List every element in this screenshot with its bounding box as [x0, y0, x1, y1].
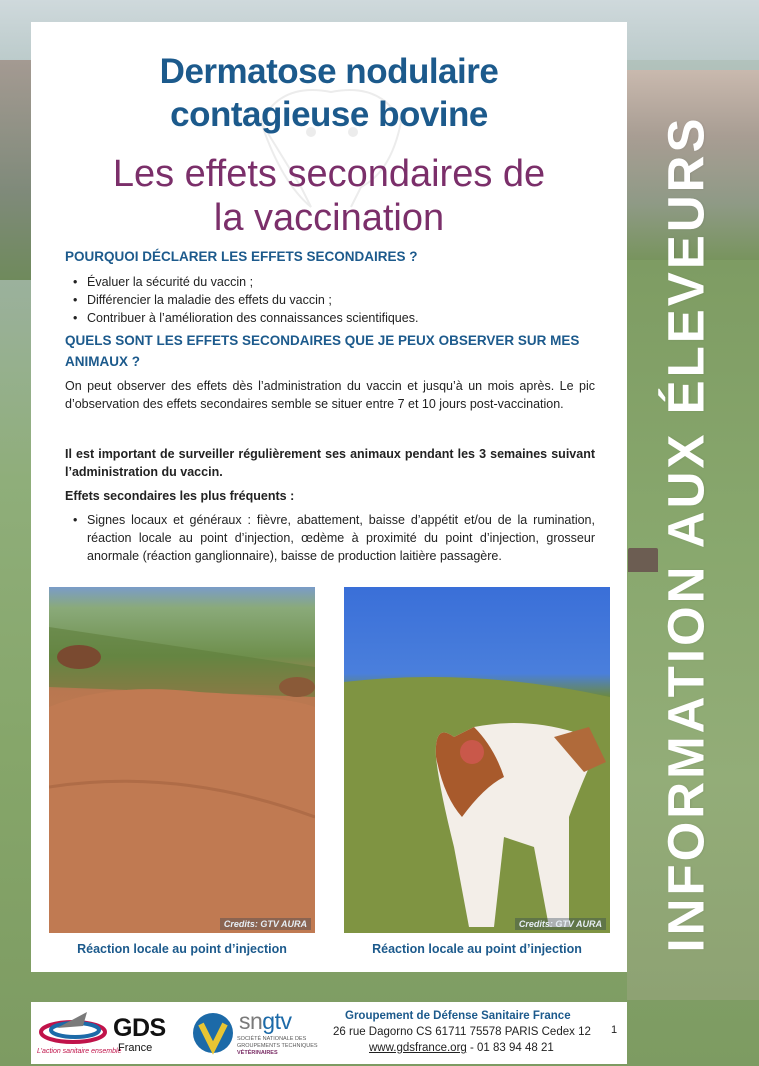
page-subtitle: [31, 152, 627, 240]
list-item: • Évaluer la sécurité du vaccin ;: [71, 273, 595, 291]
gds-tagline: L’action sanitaire ensemble: [37, 1048, 122, 1055]
section1-heading: POURQUOI DÉCLARER LES EFFETS SECONDAIRES ?: [65, 249, 418, 264]
section2-list: [71, 511, 595, 565]
photo-credit: Credits: GTV AURA: [515, 918, 606, 930]
section2-heading: QUELS SONT LES EFFETS SECONDAIRES QUE JE PEUX OBSERVER SUR MES ANIMAUX ?: [65, 333, 580, 369]
page-title: [31, 50, 627, 136]
gds-logo-icon: [37, 1010, 109, 1046]
org-phone: - 01 83 94 48 21: [466, 1042, 554, 1054]
list-item: • Signes locaux et généraux : fièvre, abattement, baisse d’appétit et/ou de la rumination, réaction locale au point d’injection, œdème à proximité du point d’injection, grosseur anormale (réaction ganglionnaire), baisse de production laitière passagère.: [71, 511, 595, 565]
background-hut: [628, 548, 658, 572]
sngtv-subtitle-line2: GROUPEMENTS TECHNIQUES: [237, 1043, 318, 1049]
content-panel: [31, 22, 627, 972]
photo-credit: Credits: GTV AURA: [220, 918, 311, 930]
gds-logo-text: GDS: [113, 1014, 166, 1042]
photo-caption-right: Réaction locale au point d’injection: [372, 942, 582, 956]
org-name: Groupement de Défense Sanitaire France: [345, 1010, 571, 1022]
footer: [31, 1002, 627, 1064]
section2-paragraph1: On peut observer des effets dès l’administration du vaccin et jusqu’à un mois après. Le pic d’observation des effets secondaires semble se situer entre 7 et 10 jours post-vaccination.: [65, 379, 595, 411]
page-title-line1: Dermatose nodulaire: [159, 52, 499, 91]
gds-logo-country: France: [118, 1042, 153, 1054]
section2-subheading: Effets secondaires les plus fréquents :: [65, 489, 295, 503]
sngtv-subtitle: [237, 1036, 323, 1057]
photo-left-illustration: [49, 587, 315, 933]
sngtv-prefix: sn: [239, 1008, 263, 1034]
sngtv-suffix: gtv: [262, 1008, 292, 1034]
side-banner: INFORMATION AUX ÉLEVEURS: [657, 115, 715, 953]
photo-cow-injection-right: [344, 587, 610, 933]
page-number: 1: [611, 1024, 618, 1036]
photo-cow-injection-left: [49, 587, 315, 933]
photo-right-illustration: [344, 587, 610, 933]
list-item: • Différencier la maladie des effets du vaccin ;: [71, 291, 595, 309]
sngtv-subtitle-line1: SOCIÉTÉ NATIONALE DES: [237, 1036, 307, 1042]
section1-list: [71, 273, 595, 327]
page-title-line2: contagieuse bovine: [170, 95, 488, 134]
page-subtitle-line1: Les effets secondaires de: [112, 153, 546, 195]
page-subtitle-line2: la vaccination: [213, 197, 445, 239]
org-contact: [333, 1040, 619, 1056]
list-item: • Contribuer à l’amélioration des connaissances scientifiques.: [71, 309, 595, 327]
website-link[interactable]: www.gdsfrance.org: [369, 1042, 467, 1054]
section2-paragraph2: Il est important de surveiller régulièrement ses animaux pendant les 3 semaines suivant l’administration du vaccin.: [65, 447, 595, 479]
sngtv-logo-text: [239, 1008, 291, 1035]
photo-caption-left: Réaction locale au point d’injection: [77, 942, 287, 956]
footer-organization: [333, 1008, 619, 1056]
sngtv-subtitle-line3: VÉTÉRINAIRES: [237, 1050, 278, 1056]
org-address: 26 rue Dagorno CS 61711 75578 PARIS Cedex 12: [333, 1026, 591, 1038]
sngtv-logo-icon: [191, 1010, 235, 1056]
